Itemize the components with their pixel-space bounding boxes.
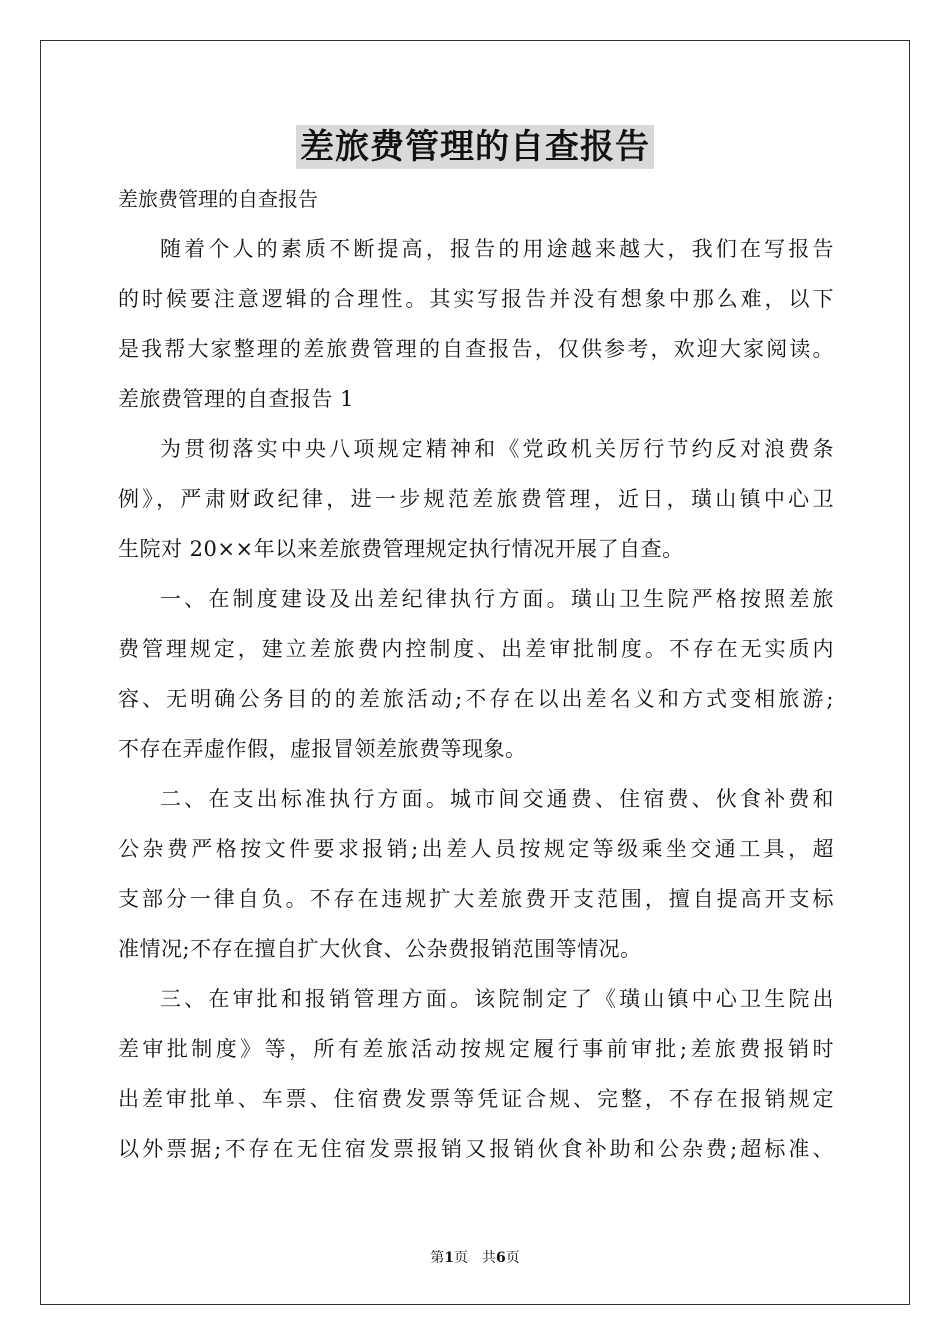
page-footer <box>0 1249 950 1267</box>
body-line: 为贯彻落实中央八项规定精神和《党政机关厉行节约反对浪费条 <box>160 437 834 461</box>
document-subtitle: 差旅费管理的自查报告 <box>118 187 318 211</box>
section-heading: 差旅费管理的自查报告 1 <box>118 387 355 411</box>
body-line: 容、无明确公务目的的差旅活动;不存在以出差名义和方式变相旅游; <box>118 687 834 711</box>
footer-prefix: 第 <box>430 1250 445 1266</box>
page-border <box>40 40 910 1305</box>
title-text: 差旅费管理的自查报告 <box>296 125 654 169</box>
body-line: 的时候要注意逻辑的合理性。其实写报告并没有想象中那么难，以下 <box>118 287 834 311</box>
body-line: 一、在制度建设及出差纪律执行方面。璜山卫生院严格按照差旅 <box>160 587 834 611</box>
body-line: 生院对 20××年以来差旅费管理规定执行情况开展了自查。 <box>118 537 684 561</box>
body-line: 支部分一律自负。不存在违规扩大差旅费开支范围，擅自提高开支标 <box>118 887 834 911</box>
footer-suffix: 页 <box>505 1250 520 1266</box>
body-line: 出差审批单、车票、住宿费发票等凭证合规、完整，不存在报销规定 <box>118 1087 834 1111</box>
body-line: 是我帮大家整理的差旅费管理的自查报告，仅供参考，欢迎大家阅读。 <box>118 337 834 361</box>
body-line: 三、在审批和报销管理方面。该院制定了《璜山镇中心卫生院出 <box>160 987 834 1011</box>
body-line: 准情况;不存在擅自扩大伙食、公杂费报销范围等情况。 <box>118 937 642 961</box>
footer-mid: 页 共 <box>454 1250 496 1266</box>
current-page-number: 1 <box>444 1250 454 1266</box>
total-pages-number: 6 <box>496 1250 506 1266</box>
body-line: 费管理规定，建立差旅费内控制度、出差审批制度。不存在无实质内 <box>118 637 834 661</box>
body-line: 不存在弄虚作假，虚报冒领差旅费等现象。 <box>118 737 527 761</box>
body-line: 差审批制度》等，所有差旅活动按规定履行事前审批;差旅费报销时 <box>118 1037 834 1061</box>
body-line: 例》，严肃财政纪律，进一步规范差旅费管理，近日，璜山镇中心卫 <box>118 487 834 511</box>
body-line: 随着个人的素质不断提高，报告的用途越来越大，我们在写报告 <box>160 237 834 261</box>
body-line: 公杂费严格按文件要求报销;出差人员按规定等级乘坐交通工具，超 <box>118 837 834 861</box>
document-title <box>0 124 950 170</box>
body-line: 以外票据;不存在无住宿发票报销又报销伙食补助和公杂费;超标准、 <box>118 1137 834 1161</box>
body-line: 二、在支出标准执行方面。城市间交通费、住宿费、伙食补费和 <box>160 787 834 811</box>
